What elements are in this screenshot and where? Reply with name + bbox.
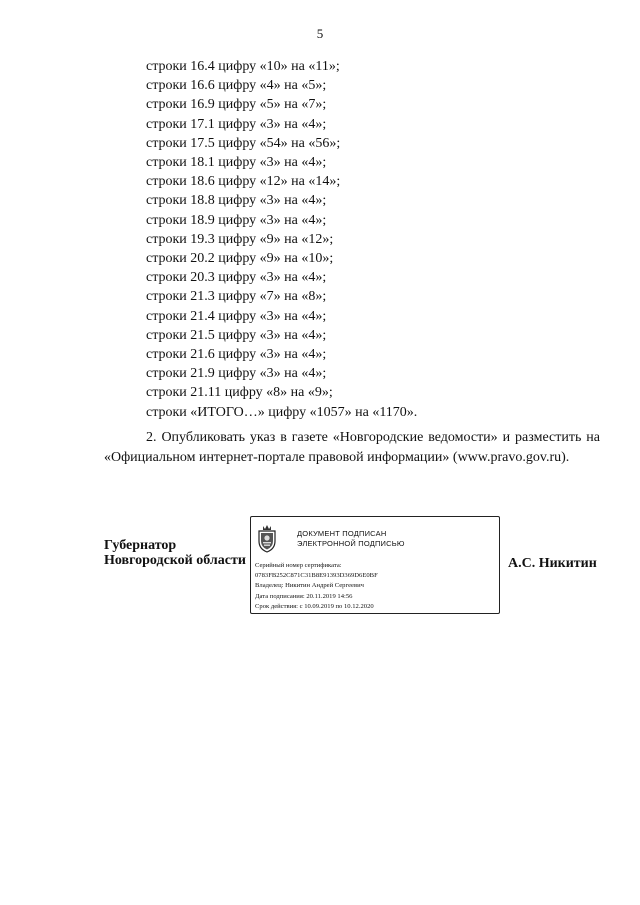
amendment-line: строки 18.6 цифру «12» на «14»; (146, 174, 341, 190)
coat-of-arms-icon (256, 523, 278, 553)
stamp-heading-line2: ЭЛЕКТРОННОЙ ПОДПИСЬЮ (297, 539, 405, 548)
amendment-list (146, 57, 417, 422)
stamp-heading (291, 529, 405, 549)
amendment-line: строки 20.2 цифру «9» на «10»; (146, 251, 334, 267)
stamp-cert-number: 0783FB252C871C31B8E91393D369D6E0BF (255, 572, 378, 580)
stamp-details (255, 561, 378, 612)
amendment-line: строки 21.3 цифру «7» на «8»; (146, 289, 327, 305)
stamp-heading-line1: ДОКУМЕНТ ПОДПИСАН (297, 529, 387, 538)
stamp-owner: Владелец: Никитин Андрей Сергеевич (255, 582, 364, 590)
amendment-line: строки 16.4 цифру «10» на «11»; (146, 59, 340, 74)
amendment-line: строки 21.11 цифру «8» на «9»; (146, 385, 333, 401)
page-number: 5 (316, 26, 324, 41)
amendment-line: строки 20.3 цифру «3» на «4»; (146, 270, 327, 286)
amendment-line: строки 21.4 цифру «3» на «4»; (146, 308, 327, 324)
amendment-line-total: строки «ИТОГО…» цифру «1057» на «1170». (146, 404, 418, 420)
amendment-line: строки 18.8 цифру «3» на «4»; (146, 193, 327, 209)
amendment-line: строки 17.5 цифру «54» на «56»; (146, 135, 341, 151)
amendment-line: строки 18.1 цифру «3» на «4»; (146, 155, 327, 171)
signer-title (104, 538, 246, 568)
stamp-signed-date: Дата подписания: 20.11.2019 14:56 (255, 592, 353, 600)
amendment-line: строки 17.1 цифру «3» на «4»; (146, 116, 327, 132)
signer-title-line2: Новгородской области (104, 553, 246, 568)
signer-title-line1: Губернатор (104, 538, 177, 553)
stamp-validity: Срок действия: с 10.09.2019 по 10.12.2020 (255, 602, 374, 610)
amendment-line: строки 16.9 цифру «5» на «7»; (146, 97, 327, 113)
stamp-cert-label: Серийный номер сертификата: (255, 562, 342, 569)
amendment-line: строки 16.6 цифру «4» на «5»; (146, 78, 327, 94)
publication-paragraph: 2. Опубликовать указ в газете «Новгородские ведомости» и разместить на «Официальном интернет-портале правовой информации» (www.pravo.gov.ru). (104, 430, 600, 465)
amendment-line: строки 18.9 цифру «3» на «4»; (146, 212, 327, 228)
electronic-signature-stamp (250, 516, 500, 614)
amendment-line: строки 21.5 цифру «3» на «4»; (146, 327, 327, 343)
signer-name: А.С. Никитин (508, 556, 597, 571)
amendment-line: строки 21.9 цифру «3» на «4»; (146, 366, 327, 382)
amendment-line: строки 19.3 цифру «9» на «12»; (146, 231, 334, 247)
amendment-line: строки 21.6 цифру «3» на «4»; (146, 347, 327, 363)
